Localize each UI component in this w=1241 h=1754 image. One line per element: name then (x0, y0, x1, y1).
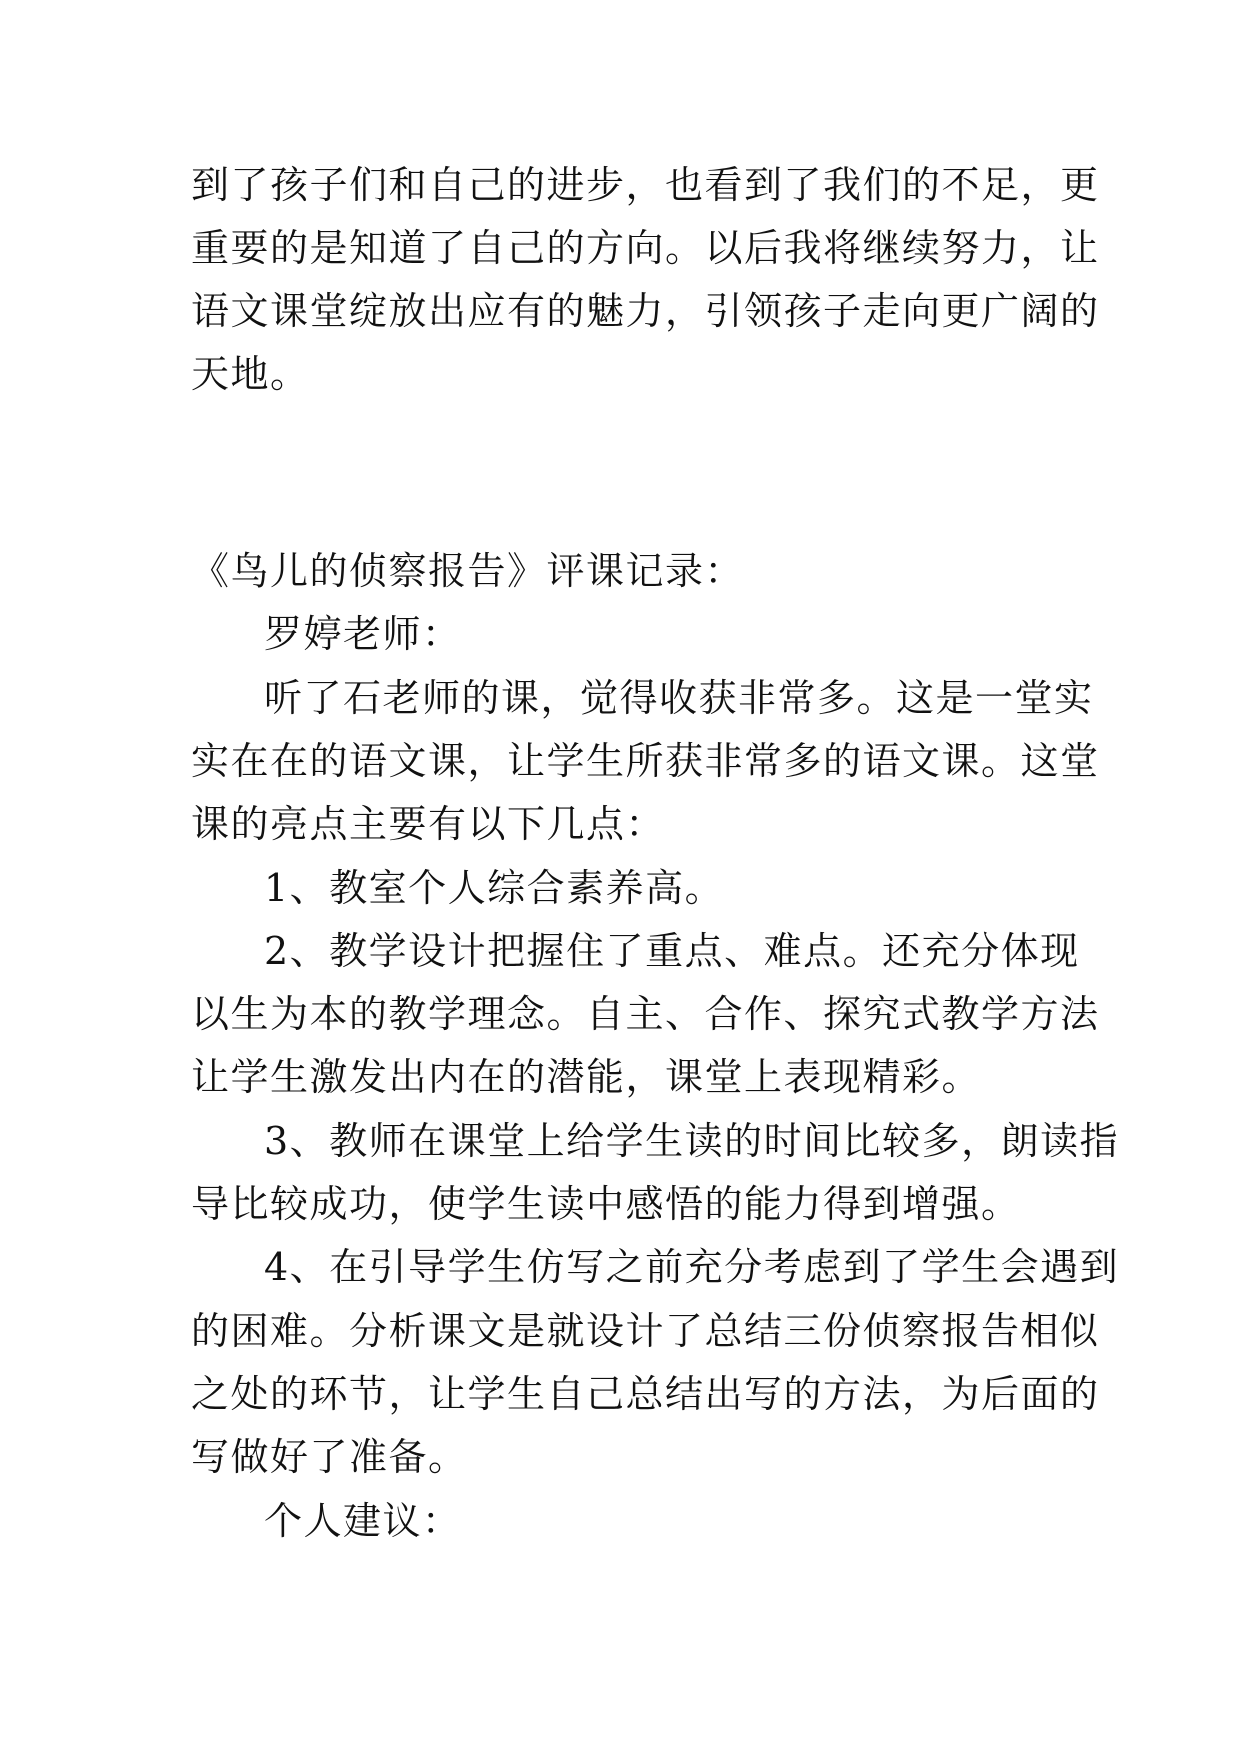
paragraph-line: 实在在的语文课，让学生所获非常多的语文课。这堂 (191, 739, 1100, 783)
paragraph-line: 听了石老师的课，觉得收获非常多。这是一堂实 (264, 676, 1094, 720)
list-item-2: 2、教学设计把握住了重点、难点。还充分体现 (264, 929, 1080, 973)
paragraph-line: 以生为本的教学理念。自主、合作、探究式教学方法 (191, 992, 1100, 1036)
paragraph-line: 天地。 (191, 352, 310, 396)
list-item-1: 1、教室个人综合素养高。 (264, 866, 725, 910)
list-item-4: 4、在引导学生仿写之前充分考虑到了学生会遇到 (264, 1245, 1120, 1289)
paragraph-line: 语文课堂绽放出应有的魅力，引领孩子走向更广阔的 (191, 289, 1100, 333)
list-item-3: 3、教师在课堂上给学生读的时间比较多，朗读指 (264, 1119, 1120, 1163)
paragraph-line: 重要的是知道了自己的方向。以后我将继续努力，让 (191, 226, 1100, 270)
paragraph-line: 写做好了准备。 (191, 1435, 468, 1479)
paragraph-line: 导比较成功，使学生读中感悟的能力得到增强。 (191, 1182, 1021, 1226)
suggestion-heading: 个人建议： (264, 1499, 462, 1543)
paragraph-line: 让学生激发出内在的潜能，课堂上表现精彩。 (191, 1055, 982, 1099)
paragraph-line: 课的亮点主要有以下几点： (191, 802, 666, 846)
speaker-label: 罗婷老师： (264, 612, 462, 656)
paragraph-line: 之处的环节，让学生自己总结出写的方法，为后面的 (191, 1372, 1100, 1416)
paragraph-line: 到了孩子们和自己的进步，也看到了我们的不足，更 (191, 163, 1100, 207)
paragraph-line: 的困难。分析课文是就设计了总结三份侦察报告相似 (191, 1309, 1100, 1353)
section-title: 《鸟儿的侦察报告》评课记录： (191, 549, 745, 593)
